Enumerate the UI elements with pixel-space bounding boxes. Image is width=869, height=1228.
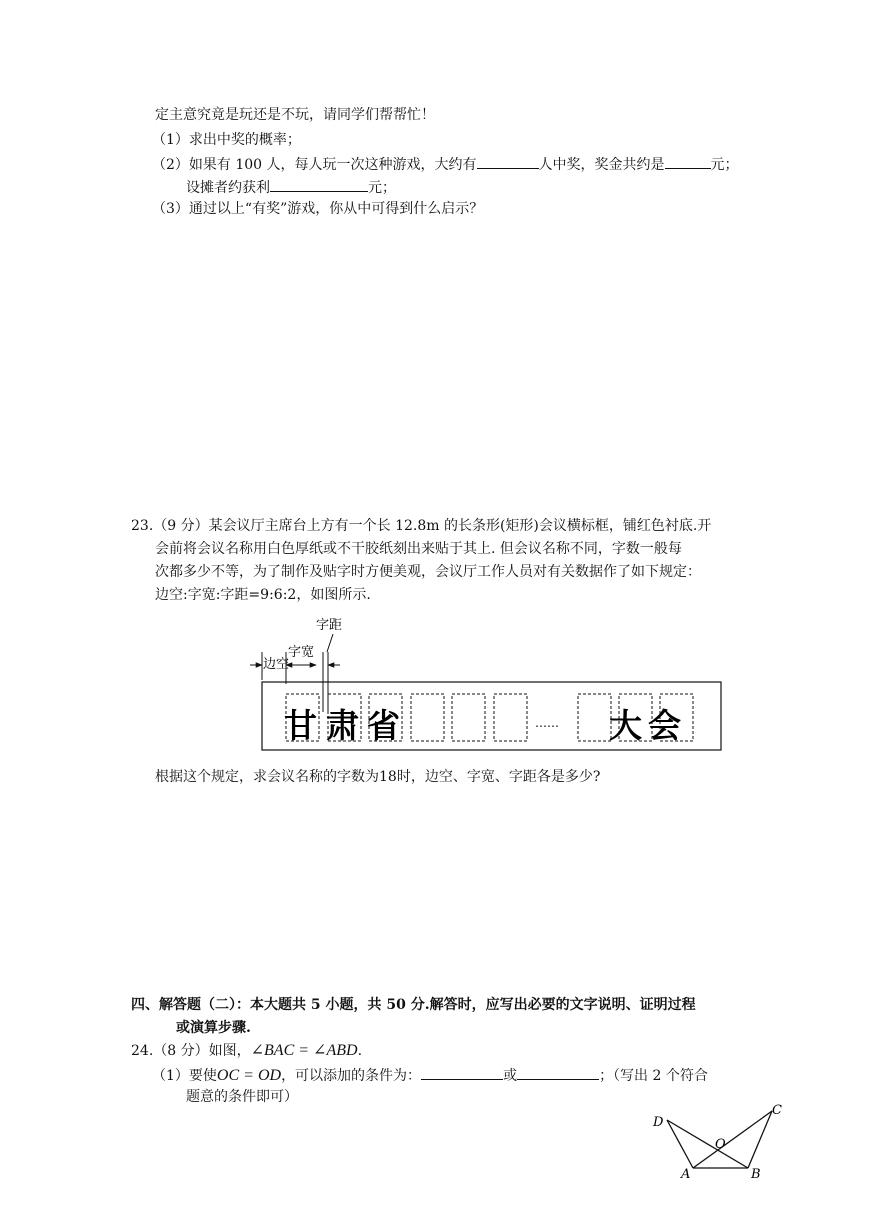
q23-line4: 边空:字宽:字距=9:6:2，如图所示. [155, 587, 371, 603]
banner-ellipsis: …… [535, 716, 559, 730]
banner-char-5: 会 [648, 706, 681, 745]
section4-heading-cont: 或演算步骤. [176, 1020, 251, 1036]
q22-part2-text-c: 元； [710, 157, 739, 173]
label-zi-ju: 字距 [316, 618, 343, 633]
banner-char-4: 大 [609, 706, 642, 745]
label-zi-kuan: 字宽 [288, 645, 315, 660]
q22-part2-text-b: 人中奖，奖金共约是 [538, 157, 665, 173]
segment-bd [667, 1120, 748, 1168]
answer-blank-winners[interactable] [477, 153, 539, 169]
q24-part1-text-b: ，可以添加的条件为： [281, 1068, 422, 1084]
q24-or: 或 [503, 1068, 518, 1084]
q22-part2-text-a: （2）如果有 100 人，每人玩一次这种游戏，大约有 [152, 157, 477, 173]
q24-condition: ∠BAC = ∠ABD [250, 1042, 358, 1059]
answer-blank-profit[interactable] [270, 176, 368, 192]
point-label-d: D [653, 1115, 664, 1130]
q22-intro-line: 定主意究竟是玩还是不玩，请同学们帮帮忙！ [155, 107, 435, 123]
point-label-o: O [715, 1137, 726, 1152]
q22-part2-line2 [186, 176, 396, 198]
point-label-b: B [751, 1167, 761, 1182]
point-label-a: A [681, 1167, 691, 1182]
answer-blank-prize-total[interactable] [665, 153, 711, 169]
point-label-c: C [772, 1103, 782, 1118]
banner-char-3: 省 [367, 706, 400, 745]
q24-equation: OC = OD [216, 1067, 282, 1084]
q24-part1-line1 [152, 1064, 708, 1086]
banner-char-1: 甘 [284, 706, 317, 745]
banner-char-2: 肃 [326, 706, 359, 745]
q24-head-end: . [357, 1043, 363, 1059]
answer-blank-condition-1[interactable] [421, 1064, 503, 1080]
q24-head [131, 1041, 362, 1061]
q22-part2-text-e: 元； [368, 180, 396, 196]
q22-part3: （3）通过以上“有奖”游戏，你从中可得到什么启示？ [152, 201, 484, 217]
q23-line3: 次都多少不等，为了制作及贴字时方便美观，会议厅工作人员对有关数据作了如下规定： [155, 564, 701, 580]
label-bian-kong: 边空 [263, 657, 290, 672]
answer-blank-condition-2[interactable] [517, 1064, 599, 1080]
q24-head-text: 24.（8 分）如图， [131, 1043, 251, 1059]
triangle-figure [645, 1098, 795, 1183]
q22-part2-line1 [152, 153, 739, 175]
q23-question: 根据这个规定，求会议名称的字数为18时，边空、字宽、字距各是多少? [155, 769, 601, 785]
q24-part1-text-a: （1）要使 [152, 1068, 217, 1084]
q23-line2: 会前将会议名称用白色厚纸或不干胶纸刻出来贴于其上. 但会议名称不同，字数一般每 [155, 541, 682, 557]
zi-ju-pointer [327, 634, 333, 652]
q22-part2-text-d: 设摊者约获利 [186, 180, 270, 196]
section4-heading: 四、解答题（二）：本大题共 5 小题，共 50 分.解答时，应写出必要的文字说明、证明过程 [131, 997, 696, 1013]
banner-figure [240, 612, 730, 757]
q24-part1-line2: 题意的条件即可） [186, 1089, 298, 1105]
q23-line1: 23.（9 分）某会议厅主席台上方有一个长 12.8m 的长条形(矩形)会议横标框，铺红色衬底.开 [131, 518, 712, 534]
q22-part1: （1）求出中奖的概率； [152, 132, 301, 148]
q24-part1-text-c: ；（写出 2 个符合 [599, 1068, 708, 1084]
